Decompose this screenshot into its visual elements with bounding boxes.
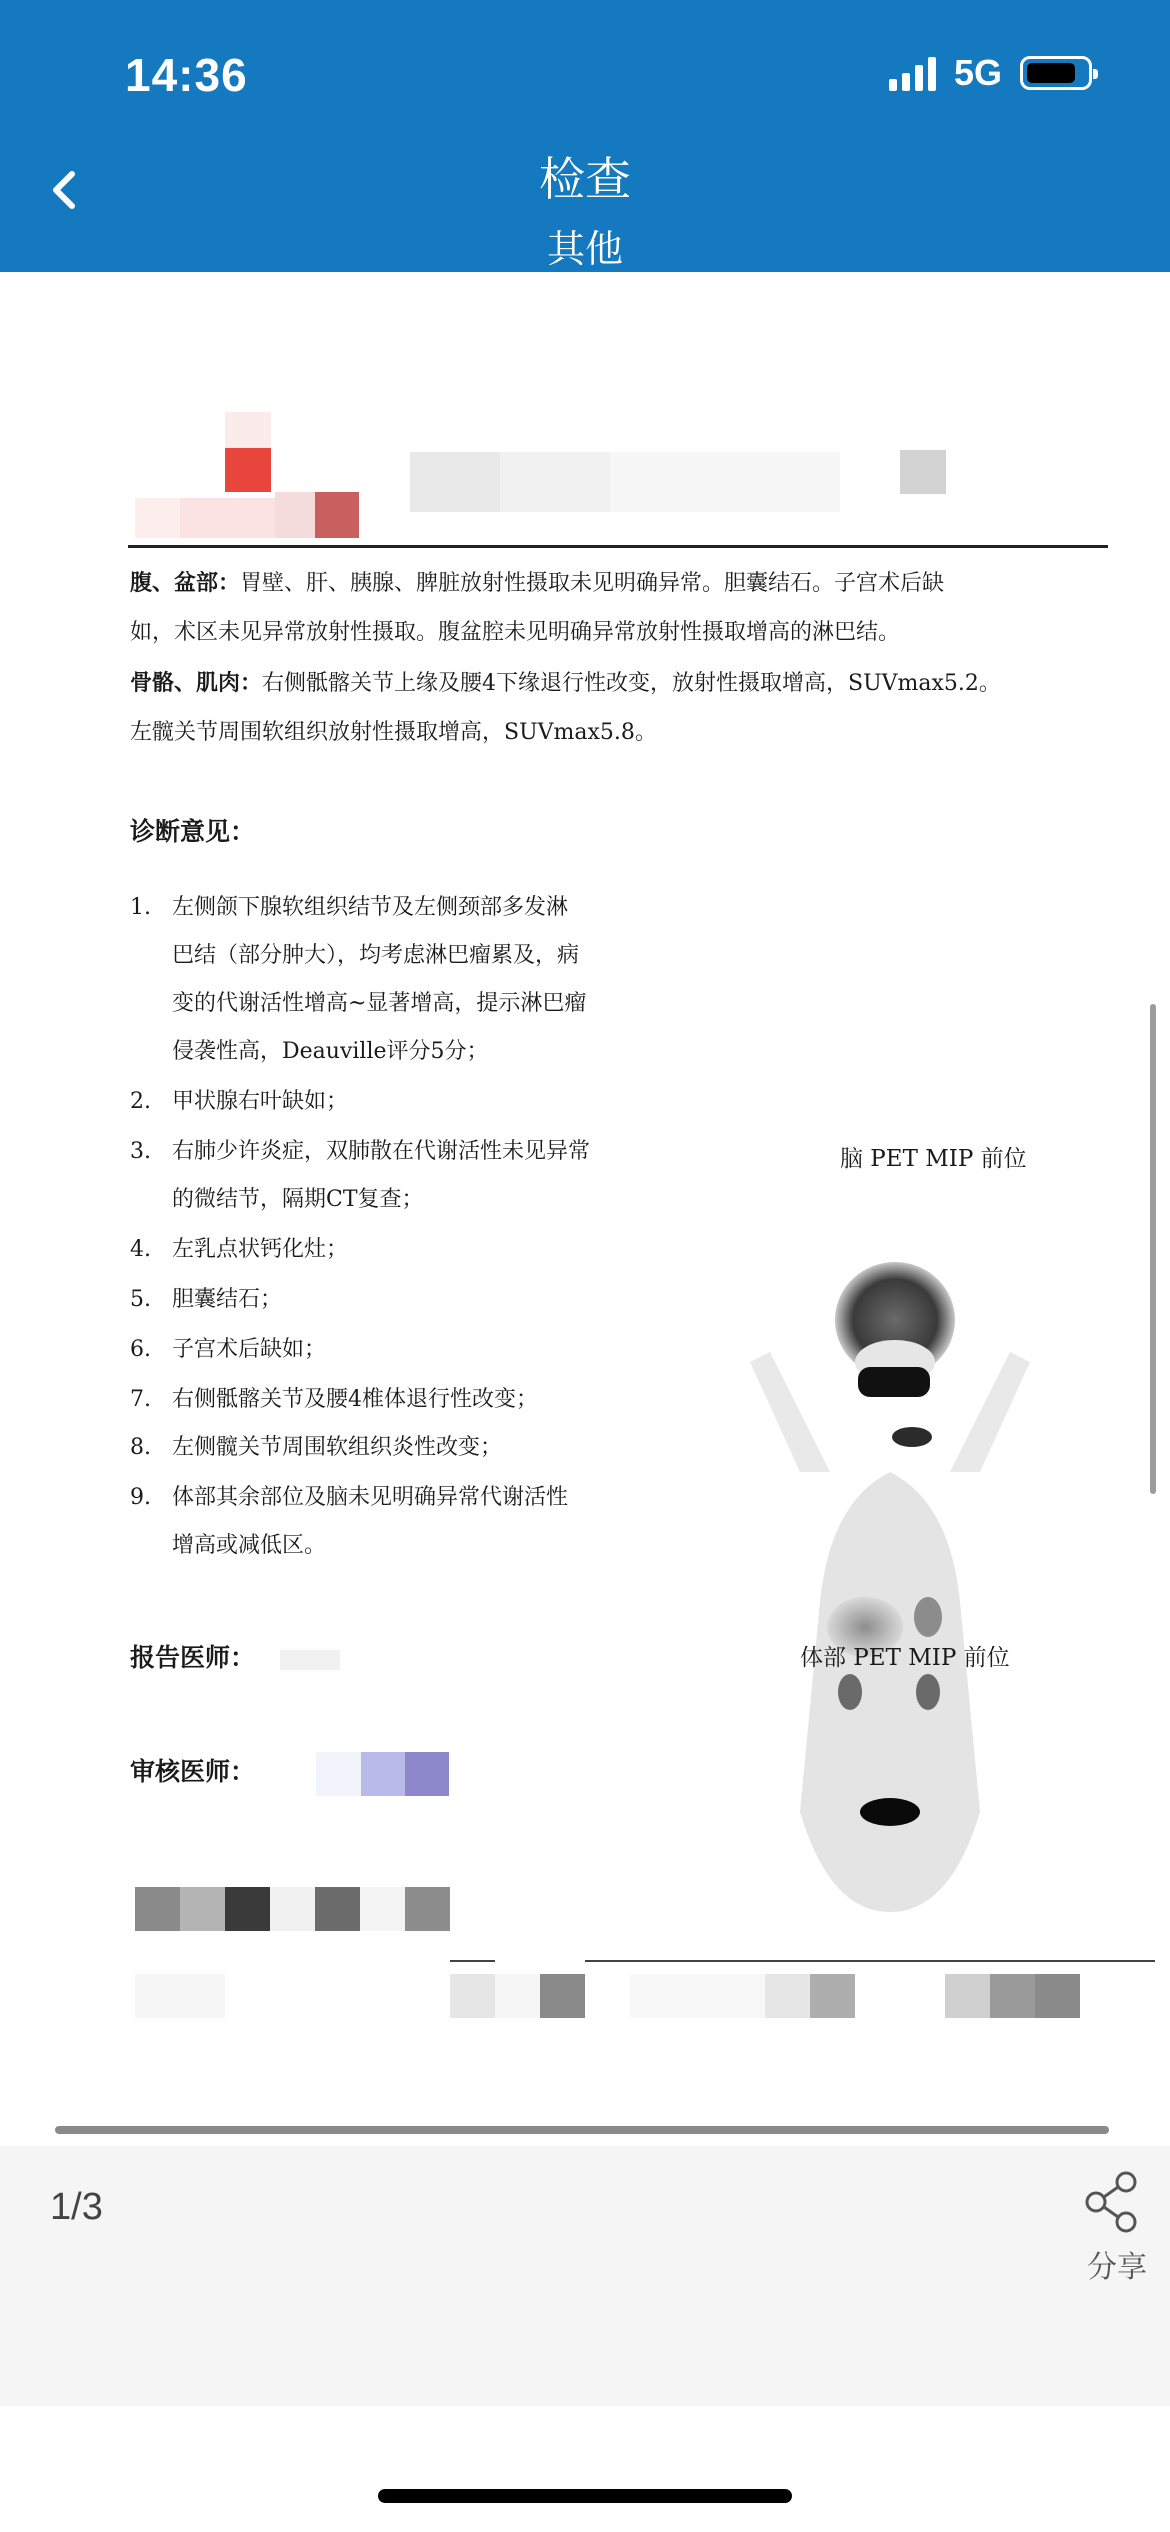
redacted-block bbox=[405, 1752, 449, 1796]
redacted-block bbox=[135, 1887, 180, 1931]
page-title: 检查 bbox=[539, 152, 631, 206]
redacted-block bbox=[225, 448, 271, 492]
redacted-block bbox=[360, 1887, 405, 1931]
page-progress-bar[interactable] bbox=[55, 2126, 1109, 2134]
redacted-block bbox=[500, 452, 610, 512]
diagnosis-item: 9. 体部其余部位及脑未见明确异常代谢活性 bbox=[130, 1485, 569, 1510]
redacted-block bbox=[810, 1974, 855, 2018]
page-indicator: 1/3 bbox=[50, 2186, 103, 2228]
redacted-block bbox=[270, 1887, 315, 1931]
redacted-block bbox=[610, 452, 840, 512]
diagnosis-item: 6. 子宫术后缺如； bbox=[130, 1337, 327, 1362]
body-pet-caption: 体部 PET MIP 前位 bbox=[800, 1645, 1010, 1671]
report-doctor-label: 报告医师： bbox=[130, 1643, 256, 1672]
redacted-block bbox=[316, 1752, 361, 1796]
redacted-block bbox=[900, 450, 946, 494]
report-document[interactable] bbox=[0, 272, 1170, 2146]
redacted-block bbox=[630, 1974, 765, 2018]
redacted-block bbox=[180, 1887, 225, 1931]
header-rule bbox=[128, 545, 1108, 548]
redacted-block bbox=[135, 1974, 225, 2018]
diagnosis-item-line: 侵袭性高，Deauville评分5分； bbox=[172, 1039, 489, 1064]
redacted-block bbox=[450, 1974, 495, 2018]
redacted-block bbox=[361, 1752, 405, 1796]
battery-icon bbox=[1020, 56, 1092, 90]
status-icons bbox=[889, 52, 1092, 94]
redacted-block bbox=[135, 498, 180, 538]
diagnosis-item-line: 的微结节，隔期CT复查； bbox=[172, 1187, 424, 1212]
pet-mip-image bbox=[690, 1172, 1090, 1912]
network-type: 5G bbox=[953, 52, 1002, 93]
nav-header bbox=[0, 0, 1170, 272]
diagnosis-item: 7. 右侧骶髂关节及腰4椎体退行性改变； bbox=[130, 1387, 538, 1412]
footer-rule bbox=[585, 1960, 1155, 1962]
redacted-block bbox=[765, 1974, 810, 2018]
diagnosis-item: 2. 甲状腺右叶缺如； bbox=[130, 1089, 349, 1114]
diagnosis-item: 8. 左侧髋关节周围软组织炎性改变； bbox=[130, 1435, 503, 1460]
redacted-block bbox=[280, 1650, 340, 1670]
share-button-label[interactable]: 分享 bbox=[1087, 2250, 1147, 2285]
redacted-block bbox=[225, 412, 271, 448]
redacted-block bbox=[315, 492, 359, 538]
redacted-block bbox=[315, 1887, 360, 1931]
brain-pet-caption: 脑 PET MIP 前位 bbox=[840, 1146, 1027, 1172]
page-subtitle: 其他 bbox=[546, 227, 623, 271]
diagnosis-item-line: 增高或减低区。 bbox=[172, 1533, 327, 1558]
diagnosis-item: 5. 胆囊结石； bbox=[130, 1287, 283, 1312]
status-time: 14:36 bbox=[125, 49, 248, 101]
redacted-block bbox=[540, 1974, 585, 2018]
home-indicator[interactable] bbox=[378, 2489, 792, 2503]
finding-line: 骨骼、肌肉：右侧骶髂关节上缘及腰4下缘退行性改变，放射性摄取增高，SUVmax5.2。 bbox=[130, 670, 1001, 696]
redacted-block bbox=[945, 1974, 990, 2018]
signal-icon bbox=[889, 55, 936, 91]
redacted-block bbox=[405, 1887, 450, 1931]
review-doctor-label: 审核医师： bbox=[130, 1757, 256, 1786]
finding-line: 左髋关节周围软组织放射性摄取增高，SUVmax5.8。 bbox=[130, 720, 657, 745]
vertical-scrollbar[interactable] bbox=[1150, 1004, 1156, 1494]
finding-line: 腹、盆部：胃壁、肝、胰腺、脾脏放射性摄取未见明确异常。胆囊结石。子宫术后缺 bbox=[130, 570, 945, 596]
redacted-block bbox=[275, 492, 315, 538]
diagnosis-item: 1. 左侧颌下腺软组织结节及左侧颈部多发淋 bbox=[130, 895, 569, 920]
redacted-block bbox=[180, 498, 275, 538]
redacted-block bbox=[495, 1974, 540, 2018]
diagnosis-item: 4. 左乳点状钙化灶； bbox=[130, 1237, 349, 1262]
footer-rule bbox=[450, 1960, 495, 1962]
bottom-toolbar bbox=[0, 2146, 1170, 2406]
redacted-block bbox=[990, 1974, 1035, 2018]
redacted-block bbox=[225, 1887, 270, 1931]
redacted-block bbox=[410, 452, 500, 512]
share-icon[interactable] bbox=[1082, 2170, 1142, 2234]
redacted-block bbox=[1035, 1974, 1080, 2018]
finding-line: 如，术区未见异常放射性摄取。腹盆腔未见明确异常放射性摄取增高的淋巴结。 bbox=[130, 620, 901, 645]
diagnosis-item-line: 巴结（部分肿大），均考虑淋巴瘤累及，病 bbox=[172, 943, 580, 968]
diagnosis-heading: 诊断意见： bbox=[130, 817, 256, 846]
diagnosis-item-line: 变的代谢活性增高~显著增高，提示淋巴瘤 bbox=[172, 991, 587, 1016]
diagnosis-item: 3. 右肺少许炎症，双肺散在代谢活性未见异常 bbox=[130, 1139, 591, 1164]
